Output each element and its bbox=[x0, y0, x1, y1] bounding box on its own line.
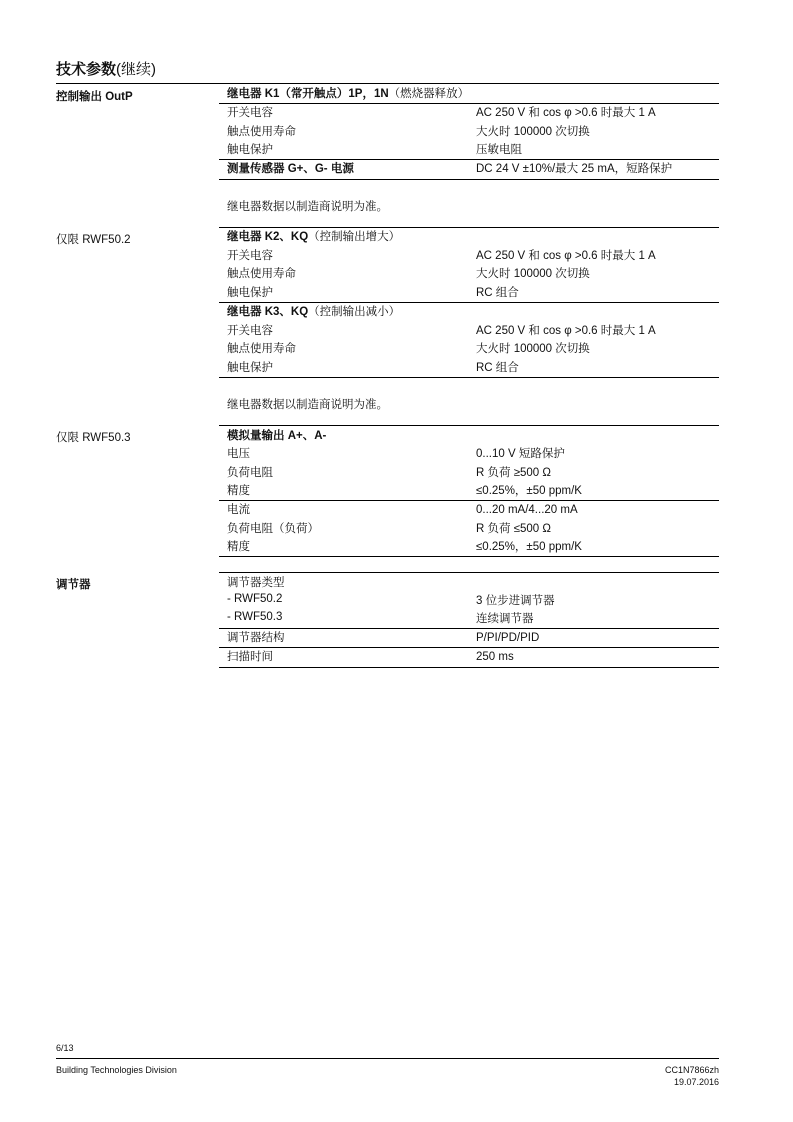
divider bbox=[219, 179, 719, 180]
sensor-row bbox=[219, 160, 719, 178]
table-row: 电流 0...20 mA/4...20 mA bbox=[227, 504, 578, 516]
table-row: 负荷电阻（负荷） R 负荷 ≤500 Ω bbox=[227, 523, 551, 535]
page-number: 6/13 bbox=[56, 1043, 74, 1053]
table-row: 开关电容 AC 250 V 和 cos φ >0.6 时最大 1 A bbox=[227, 107, 656, 119]
relay-note: 继电器数据以制造商说明为准。 bbox=[227, 201, 388, 213]
table-row: 电压 0...10 V 短路保护 bbox=[227, 448, 565, 460]
divider bbox=[219, 377, 719, 378]
table-row: 触点使用寿命 大火时 100000 次切换 bbox=[227, 126, 590, 138]
table-row: 触电保护 RC 组合 bbox=[227, 362, 519, 374]
table-row: 开关电容 AC 250 V 和 cos φ >0.6 时最大 1 A bbox=[227, 250, 656, 262]
analog-output-heading: 模拟量输出 A+、A- bbox=[227, 430, 327, 442]
divider bbox=[219, 425, 719, 426]
table-row: - RWF50.3 连续调节器 bbox=[227, 611, 534, 625]
footer-rule bbox=[56, 1058, 719, 1059]
k2-heading: 继电器 K2、KQ（控制输出增大） bbox=[227, 231, 401, 243]
title-main: 技术参数 bbox=[56, 61, 117, 78]
divider bbox=[219, 667, 719, 668]
table-row: 扫描时间 250 ms bbox=[227, 651, 514, 663]
controller-type-row: 调节器类型 bbox=[227, 577, 285, 589]
footer-division: Building Technologies Division bbox=[56, 1065, 177, 1075]
sensor-value: DC 24 V ±10%/最大 25 mA，短路保护 bbox=[476, 163, 673, 175]
section-label-controller: 调节器 bbox=[56, 579, 91, 591]
page-title bbox=[56, 58, 156, 79]
table-row: 开关电容 AC 250 V 和 cos φ >0.6 时最大 1 A bbox=[227, 325, 656, 337]
k1-heading-text: 继电器 K1（常开触点）1P，1N bbox=[227, 88, 389, 100]
relay-note: 继电器数据以制造商说明为准。 bbox=[227, 399, 388, 411]
footer-doc-id: CC1N7866zh bbox=[664, 1065, 719, 1075]
k3-heading: 继电器 K3、KQ（控制输出减小） bbox=[227, 306, 401, 318]
table-row: - RWF50.2 3 位步进调节器 bbox=[227, 593, 555, 607]
table-row: 触电保护 RC 组合 bbox=[227, 287, 519, 299]
table-row: 触点使用寿命 大火时 100000 次切换 bbox=[227, 268, 590, 280]
table-row: 负荷电阻 R 负荷 ≥500 Ω bbox=[227, 467, 551, 479]
section-label-rwf50-2: 仅限 RWF50.2 bbox=[56, 234, 131, 246]
divider bbox=[219, 556, 719, 557]
table-row: 调节器结构 P/PI/PD/PID bbox=[227, 632, 540, 644]
title-continued: (继续) bbox=[116, 61, 157, 78]
sensor-heading: 测量传感器 G+、G- 电源 bbox=[227, 163, 354, 175]
table-row: 触点使用寿命 大火时 100000 次切换 bbox=[227, 343, 590, 355]
section-label-control-output: 控制输出 OutP bbox=[56, 91, 133, 103]
title-rule bbox=[56, 83, 719, 84]
footer-date: 19.07.2016 bbox=[673, 1077, 719, 1087]
k1-heading-paren: （燃烧器释放） bbox=[388, 88, 470, 100]
divider bbox=[219, 572, 719, 573]
table-row: 精度 ≤0.25%，±50 ppm/K bbox=[227, 485, 582, 497]
section-label-rwf50-3: 仅限 RWF50.3 bbox=[56, 432, 131, 444]
table-row: 触电保护 压敏电阻 bbox=[227, 144, 522, 156]
k1-heading bbox=[219, 85, 719, 103]
table-row: 精度 ≤0.25%，±50 ppm/K bbox=[227, 541, 582, 553]
